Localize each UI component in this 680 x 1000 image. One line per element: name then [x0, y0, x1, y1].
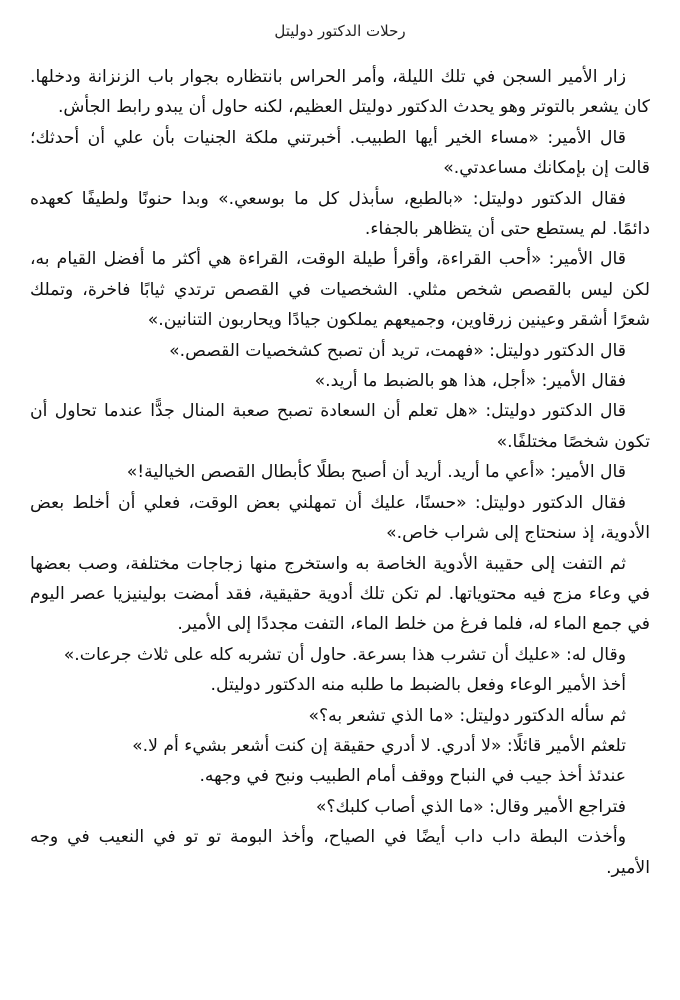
paragraph-8: قال الأمير: «أعي ما أريد. أريد أن أصبح بطلًا كأبطال القصص الخيالية!»	[126, 462, 626, 483]
paragraph-7: قال الدكتور دوليتل: «هل تعلم أن السعادة تصبح صعبة المنال جدًّا عندما تحاول أن تكون شخصًا مختلفًا.»	[30, 401, 650, 452]
paragraph-11: وقال له: «عليك أن تشرب هذا بسرعة. حاول أن تشربه كله على ثلاث جرعات.»	[63, 644, 626, 665]
paragraph-5: قال الدكتور دوليتل: «فهمت، تريد أن تصبح كشخصيات القصص.»	[169, 340, 626, 361]
paragraph-2: قال الأمير: «مساء الخير أيها الطبيب. أخبرتني ملكة الجنيات بأن علي أن أحدثك؛ قالت إن بإمكانك مساعدتي.»	[30, 127, 650, 179]
paragraph-6: فقال الأمير: «أجل، هذا هو بالضبط ما أريد.»	[314, 371, 626, 392]
paragraph-12: أخذ الأمير الوعاء وفعل بالضبط ما طلبه منه الدكتور دوليتل.	[210, 675, 626, 696]
paragraph-3: فقال الدكتور دوليتل: «بالطبع، سأبذل كل ما بوسعي.» وبدا حنونًا ولطيفًا كعهده دائمًا. لم يستطع حتى أن يتظاهر بالجفاء.	[30, 188, 650, 240]
paragraph-13: ثم سأله الدكتور دوليتل: «ما الذي تشعر به؟»	[308, 705, 626, 726]
paragraph-17: وأخذت البطة داب داب أيضًا في الصياح، وأخذ البومة تو تو في النعيب في وجه الأمير.	[30, 827, 650, 878]
running-header: رحلات الدكتور دوليتل	[274, 22, 406, 40]
paragraph-15: عندئذ أخذ جيب في النباح ووقف أمام الطبيب ونبح في وجهه.	[199, 766, 626, 787]
paragraph-4: قال الأمير: «أحب القراءة، وأقرأ طيلة الوقت، القراءة هي أكثر ما أفضل القيام به، لكن ليس بالقصص شخص مثلي. الشخصيات في القصص ترتدي ثيابًا فاخرة، وتملك شعرًا أشقر وعينين زرقاوين، وجميعهم يملكون جيادًا ويحاربون التنانين.»	[30, 249, 650, 331]
paragraph-10: ثم التفت إلى حقيبة الأدوية الخاصة به واستخرج منها زجاجات مختلفة، وصب بعضها في وعاء مزج فيه محتوياتها. لم تكن تلك أدوية حقيقية، فقد أمضت بولينيزيا عصر اليوم في جمع الماء له، فلما فرغ من خلط الماء، التفت مجددًا إلى الأمير.	[30, 553, 650, 635]
paragraph-9: فقال الدكتور دوليتل: «حسنًا، عليك أن تمهلني بعض الوقت، فعلي أن أخلط بعض الأدوية، إذ سنحتاج إلى شراب خاص.»	[30, 492, 650, 544]
paragraph-16: فتراجع الأمير وقال: «ما الذي أصاب كلبك؟»	[315, 796, 626, 817]
paragraph-1: زار الأمير السجن في تلك الليلة، وأمر الحراس بانتظاره بجوار باب الزنزانة ودخلها. كان يشعر بالتوتر وهو يحدث الدكتور دوليتل العظيم، لكنه حاول أن يبدو رابط الجأش.	[30, 67, 650, 118]
paragraph-14: تلعثم الأمير قائلًا: «لا أدري. لا أدري حقيقة إن كنت أشعر بشيء أم لا.»	[132, 735, 626, 756]
body-text	[30, 62, 650, 883]
